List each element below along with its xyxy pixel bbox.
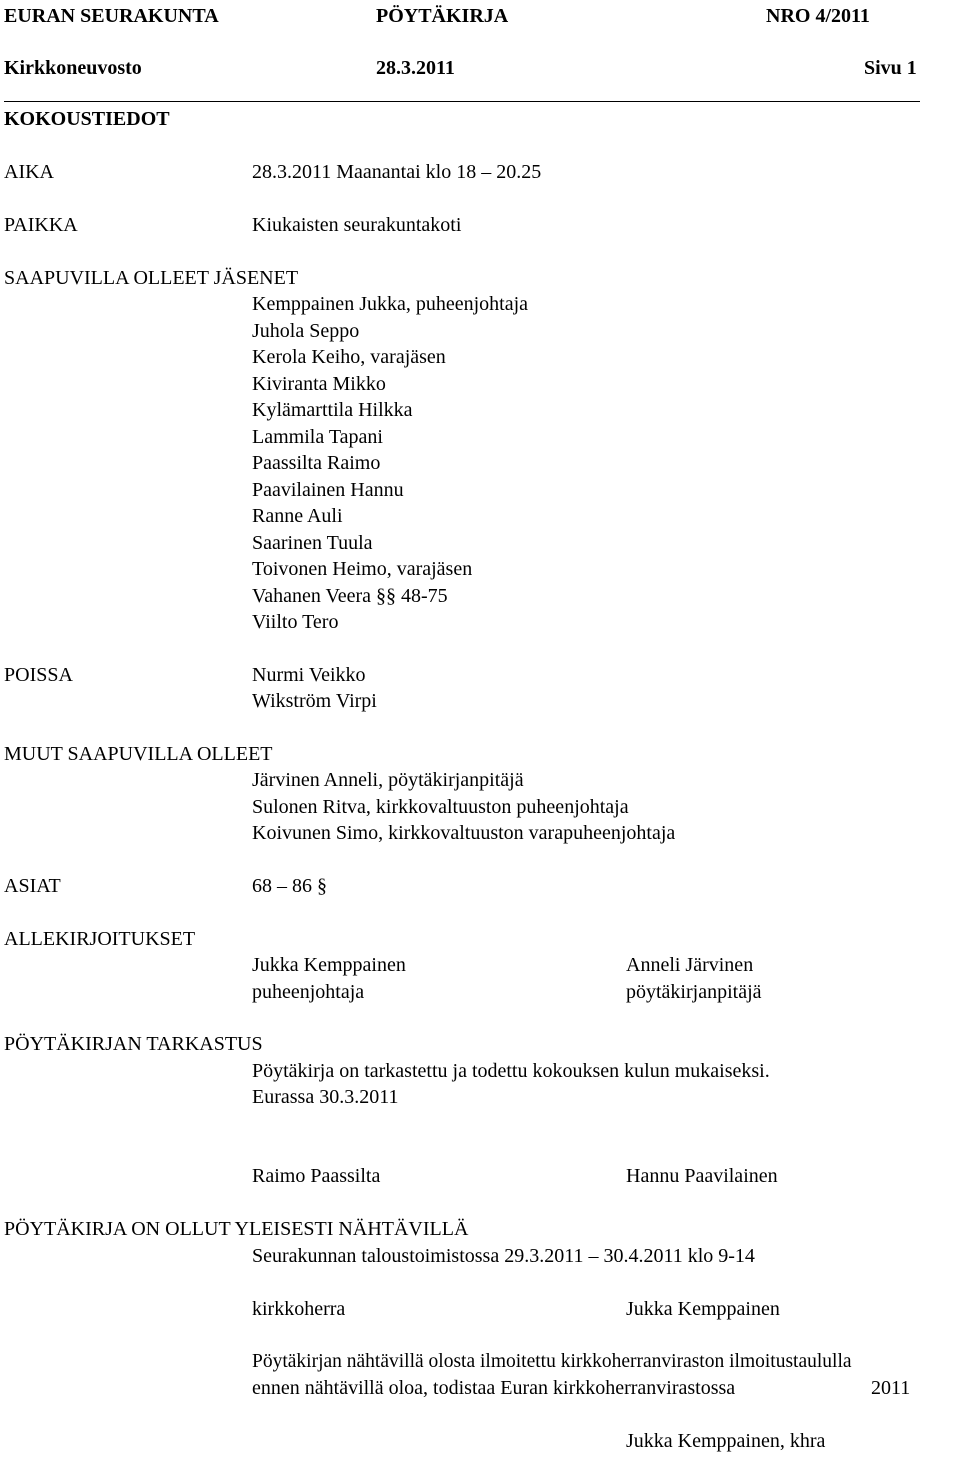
signatures-label: ALLEKIRJOITUKSET bbox=[4, 928, 196, 950]
member-item: Paassilta Raimo bbox=[252, 452, 381, 474]
member-item: Kylämarttila Hilkka bbox=[252, 399, 413, 421]
header-org: EURAN SEURAKUNTA bbox=[4, 5, 219, 27]
asiat-value: 68 – 86 § bbox=[252, 875, 327, 897]
asiat-label: ASIAT bbox=[4, 875, 61, 897]
public-text: Seurakunnan taloustoimistossa 29.3.2011 – 30.4.2011 klo 9-14 bbox=[252, 1245, 755, 1267]
member-item: Juhola Seppo bbox=[252, 320, 360, 342]
review-label: PÖYTÄKIRJAN TARKASTUS bbox=[4, 1033, 263, 1055]
absent-item: Wikström Virpi bbox=[252, 690, 377, 712]
signature-right-role: pöytäkirjanpitäjä bbox=[626, 981, 762, 1003]
public-right: Jukka Kemppainen bbox=[626, 1298, 780, 1320]
members-label: SAAPUVILLA OLLEET JÄSENET bbox=[4, 267, 299, 289]
member-item: Lammila Tapani bbox=[252, 426, 383, 448]
member-item: Toivonen Heimo, varajäsen bbox=[252, 558, 473, 580]
header-date: 28.3.2011 bbox=[376, 57, 455, 79]
review-right-name: Hannu Paavilainen bbox=[626, 1165, 778, 1187]
review-left-name: Raimo Paassilta bbox=[252, 1165, 381, 1187]
member-item: Kiviranta Mikko bbox=[252, 373, 386, 395]
signature-right-name: Anneli Järvinen bbox=[626, 954, 754, 976]
aika-label: AIKA bbox=[4, 161, 54, 183]
public-signer: Jukka Kemppainen, khra bbox=[626, 1430, 826, 1452]
public-note-2: ennen nähtävillä oloa, todistaa Euran kirkkoherranvirastossa bbox=[252, 1377, 736, 1399]
header-number: NRO 4/2011 bbox=[766, 5, 870, 27]
public-note-year: 2011 bbox=[871, 1377, 911, 1399]
public-note-1: Pöytäkirjan nähtävillä olosta ilmoitettu kirkkoherranviraston ilmoitustaululla bbox=[252, 1351, 852, 1372]
header-page: Sivu 1 bbox=[864, 57, 917, 79]
aika-value: 28.3.2011 Maanantai klo 18 – 20.25 bbox=[252, 161, 542, 183]
others-item: Sulonen Ritva, kirkkovaltuuston puheenjohtaja bbox=[252, 796, 629, 818]
others-label: MUUT SAAPUVILLA OLLEET bbox=[4, 743, 273, 765]
section-title: KOKOUSTIEDOT bbox=[4, 108, 170, 130]
public-label: PÖYTÄKIRJA ON OLLUT YLEISESTI NÄHTÄVILLÄ bbox=[4, 1218, 469, 1240]
paikka-label: PAIKKA bbox=[4, 214, 78, 236]
member-item: Kemppainen Jukka, puheenjohtaja bbox=[252, 293, 529, 315]
signature-left-name: Jukka Kemppainen bbox=[252, 954, 406, 976]
paikka-value: Kiukaisten seurakuntakoti bbox=[252, 214, 462, 236]
member-item: Vahanen Veera §§ 48-75 bbox=[252, 585, 448, 607]
member-item: Ranne Auli bbox=[252, 505, 343, 527]
absent-label: POISSA bbox=[4, 664, 73, 686]
member-item: Kerola Keiho, varajäsen bbox=[252, 346, 446, 368]
review-place-date: Eurassa 30.3.2011 bbox=[252, 1086, 399, 1108]
member-item: Saarinen Tuula bbox=[252, 532, 373, 554]
header-body: Kirkkoneuvosto bbox=[4, 57, 142, 79]
member-item: Paavilainen Hannu bbox=[252, 479, 404, 501]
member-item: Viilto Tero bbox=[252, 611, 339, 633]
others-item: Koivunen Simo, kirkkovaltuuston varapuheenjohtaja bbox=[252, 822, 676, 844]
public-left: kirkkoherra bbox=[252, 1298, 346, 1320]
signature-left-role: puheenjohtaja bbox=[252, 981, 365, 1003]
review-text: Pöytäkirja on tarkastettu ja todettu kokouksen kulun mukaiseksi. bbox=[252, 1060, 770, 1082]
others-item: Järvinen Anneli, pöytäkirjanpitäjä bbox=[252, 769, 524, 791]
header-divider bbox=[4, 101, 920, 102]
absent-item: Nurmi Veikko bbox=[252, 664, 366, 686]
header-doc-type: PÖYTÄKIRJA bbox=[376, 5, 509, 27]
